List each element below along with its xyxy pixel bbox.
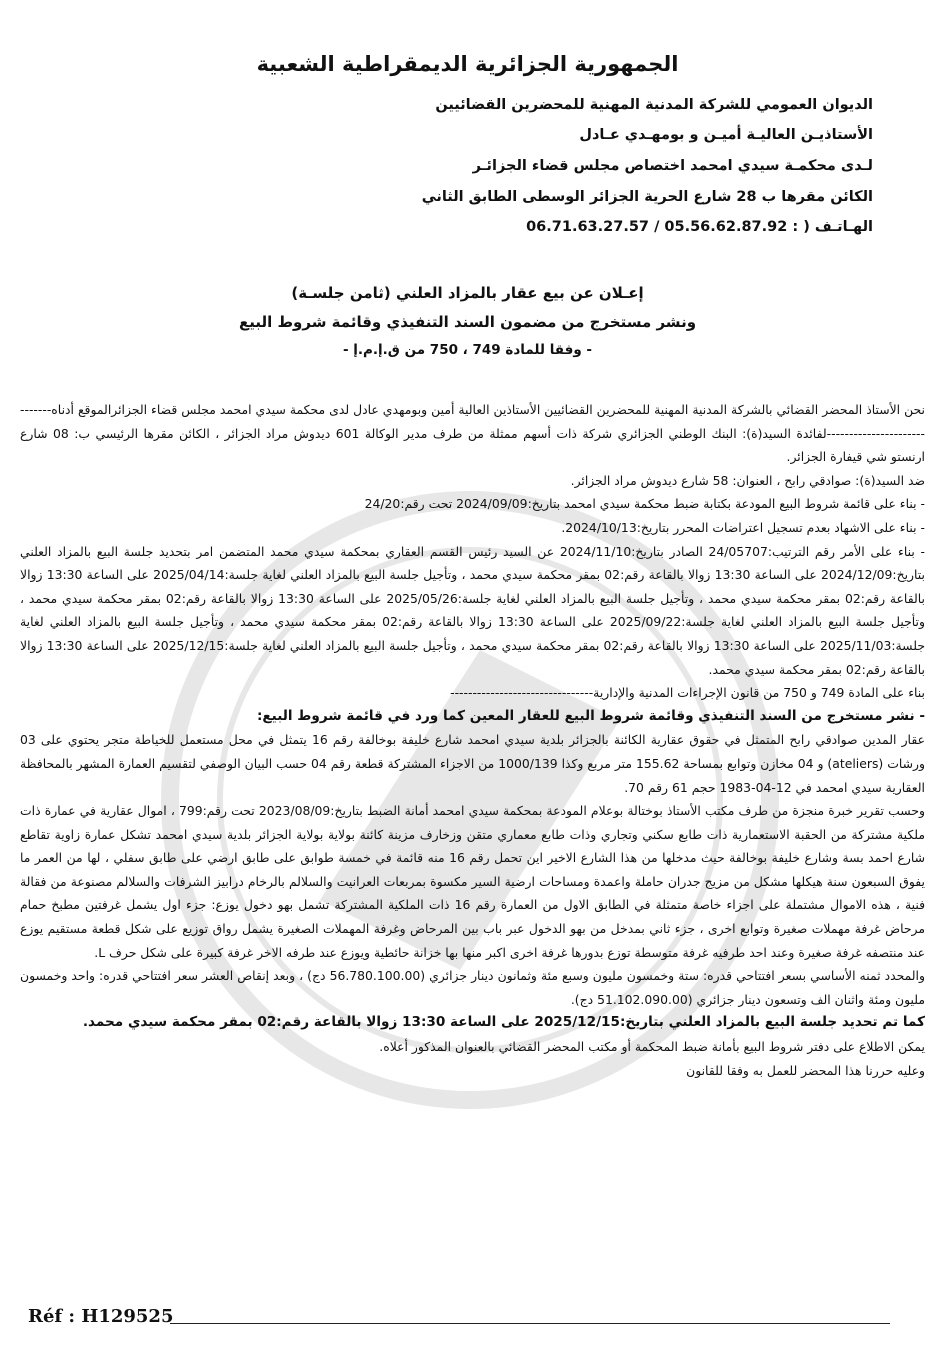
- session-line: كما تم تحديد جلسة البيع بالمزاد العلني بتاريخ:2025/12/15 على الساعة 13:30 زوالا بالقاعة رقم:02 بمقر محكمة سيدي محمد.: [82, 1014, 925, 1031]
- header-bailiffs-line: الأستاذيـن العاليـة أميـن و بومهـدي عـادل: [579, 127, 873, 143]
- against-paragraph: ضد السيد(ة): صوادقي رابح ، العنوان: 58 شارع ديدوش مراد الجزائر.: [570, 472, 925, 488]
- phone-numbers: 06.71.63.27.57 / 05.56.62.87.92: [526, 219, 788, 235]
- intro-paragraph: نحن الأستاذ المحضر القضائي بالشركة المدنية المهنية للمحضرين القضائيين الأستاذين العالية أمين وبومهدي عادل لدى محكمة سيدي امحمد مجلس قضاء الجزائرالموقع أدناه-----------------------------لفائدة السيد(ة): البنك الوطني الجزائري شركة ذات أسهم ممثلة من طرف مدير الوكالة 601 ديدوش مراد الجزائر ، الكائن مقرها الرئيسي ب: 08 شارع ارنستو شي قيفارة الجزائر.: [20, 402, 925, 465]
- price-paragraph: والمحدد ثمنه الأساسي بسعر افتتاحي قدره: ستة وخمسون مليون وسبع مئة وثمانون دينار جزائري (56.780.100.00 دج) ، وبعد إنقاص العشر سعر افتتاحي قدره: واحد وخمسون مليون ومئة واثنان الف وتسعون دينار جزائري (51.102.090.00 دج).: [20, 968, 925, 1007]
- certification-paragraph: - بناء على الاشهاد بعدم تسجيل اعتراضات المحرر بتاريخ:2024/10/13.: [561, 519, 925, 535]
- closing-line: وعليه حررنا هذا المحضر للعمل به وفقا للقانون: [686, 1062, 925, 1078]
- header-office-line: الديوان العمومي للشركة المدنية المهنية للمحضرين القضائيين: [435, 97, 873, 113]
- conditions-paragraph: - بناء على قائمة شروط البيع المودعة بكتابة ضبط محكمة سيدي امحمد بتاريخ:2024/09/09 تحت رقم:24/20: [364, 496, 925, 512]
- header-phone-line: [53, 219, 873, 235]
- announcement-title: إعـلان عن بيع عقار بالمزاد العلني (ثامن جلسـة): [291, 284, 644, 302]
- header-address-line: الكائن مقرها ب 28 شارع الحرية الجزائر الوسطى الطابق الثاني: [421, 189, 873, 205]
- consultation-line: يمكن الاطلاع على دفتر شروط البيع بأمانة ضبط المحكمة أو مكتب المحضر القضائي بالعنوان المذكور أعلاه.: [379, 1039, 925, 1055]
- reference-divider: [170, 1323, 890, 1324]
- republic-title: الجمهورية الجزائرية الديمقراطية الشعبية: [256, 52, 679, 76]
- article-paragraph: بناء على المادة 749 و 750 من قانون الإجراءات المدنية والإدارية--------------------------------: [450, 685, 925, 701]
- document-body: [20, 398, 925, 1082]
- announcement-article-ref: - وفقا للمادة 749 ، 750 من ق.إ.م.إ -: [342, 342, 593, 358]
- header-court-line: لـدى محكمـة سيدي امحمد اختصاص مجلس قضاء الجزائـر: [472, 158, 873, 174]
- extract-heading: - نشر مستخرج من السند التنفيذي وقائمة شروط البيع للعقار المعين كما ورد في قائمة شروط البيع:: [256, 707, 925, 724]
- expertise-paragraph: وحسب تقرير خبرة منجزة من طرف مكتب الأستاذ بوختالة بوعلام المودعة بمحكمة سيدي امحمد أمانة الضبط بتاريخ:2023/08/09 تحت رقم:799 ، اموال عقارية في عمارة ذات ملكية مشتركة من الحقبة الاستعمارية ذات طابع سكني وتجاري وذات طابع معماري متقن وزخارف مزينة كائنة بولاية بولاية الجزائر بلدية سيدي امحمد تشكل عمارة زاوية تقاطع شارع احمد بسة وشارع خليفة بوخالفة حيث مدخلها من هذا الشارع الاخير اين تحمل رقم 16 منه قائمة في خمسة طوابق على طابق ارضي على طابق سفلي ، لها من العمر ما يفوق السبعون سنة هيكلها مشكل من مزيج جدران حاملة واعمدة ومساحات ارضية السير مكسوة بمربعات العرانيت والسلالم بالرخام درابيز الشرفات والسلالم مصنوعة من فقالة فنية ، هذه الاموال مشتملة على اجزاء خاصة متمثلة في الطابق الاول من العمارة رقم 16 ذات الملكية المشتركة تشمل بهو دخول يوزع: جزء اول يشمل غرفتين مطبخ حمام مرحاض غرفة مهملات صغيرة وتوابع اخرى ، جزء ثاني بمدخل من بهو الدخول عبر باب بين المرحاض وغرفة المهملات الصغيرة يشمل رواق توزيع على شكل قطعة مستقيم يوزع عند منتصفه غرفة صغيرة وعند احد طرفيه غرفة متوسطة توزع بدورها غرفة اخرى اكبر منها بها خزانة حائطية ويوزع عند طرفه الاخر غرفة كبيرة على شكل حرف L.: [20, 803, 926, 960]
- order-paragraph: - بناء على الأمر رقم الترتيب:24/05707 الصادر بتاريخ:2024/11/10 عن السيد رئيس القسم العقاري بمحكمة سيدي محمد المتضمن امر بتحديد جلسة البيع بالمزاد العلني بتاريخ:2024/12/09 على الساعة 13:30 زوالا بالقاعة رقم:02 بمقر محكمة سيدي محمد ، وتأجيل جلسة البيع بالمزاد العلني لغاية جلسة:2025/04/14 على الساعة 13:30 زوالا بالقاعة رقم:02 بمقر محكمة سيدي محمد ، وتأجيل جلسة البيع بالمزاد العلني لغاية جلسة:2025/05/26 على الساعة 13:30 زوالا بالقاعة رقم:02 بمقر محكمة سيدي محمد ، وتأجيل جلسة البيع بالمزاد العلني لغاية جلسة:2025/09/22 على الساعة 13:30 زوالا بالقاعة رقم:02 بمقر محكمة سيدي محمد ، وتأجيل جلسة البيع بالمزاد العلني لغاية جلسة:2025/11/03 على الساعة 13:30 زوالا بالقاعة رقم:02 بمقر محكمة سيدي محمد ، وتأجيل جلسة البيع بالمزاد العلني لغاية جلسة:2025/12/15 على الساعة 13:30 زوالا بالقاعة رقم:02 بمقر محكمة سيدي محمد.: [20, 543, 925, 677]
- reference-number: Réf : H129525: [28, 1306, 174, 1327]
- phone-label: الهـاتـف ( :: [792, 219, 873, 235]
- property-paragraph: عقار المدين صوادقي رابح المتمثل في حقوق عقارية الكائنة بالجزائر بلدية سيدي امحمد شارع خليفة بوخالفة رقم 16 يتمثل في محل مستعمل للخياطة متجر يحتوي على 03 ورشات (ateliers) و 04 مخازن وتوابع بمساحة 155.62 متر مربع وكذا 1000/139 من الاجزاء المشتركة قطعة رقم 04 حسب البيان الوصفي لتقسيم العمارة المشهر بالمحافظة العقارية سيدي امحمد في 12-04-1983 حجم 61 رقم 70.: [20, 732, 925, 795]
- announcement-subtitle: ونشر مستخرج من مضمون السند التنفيذي وقائمة شروط البيع: [238, 313, 697, 331]
